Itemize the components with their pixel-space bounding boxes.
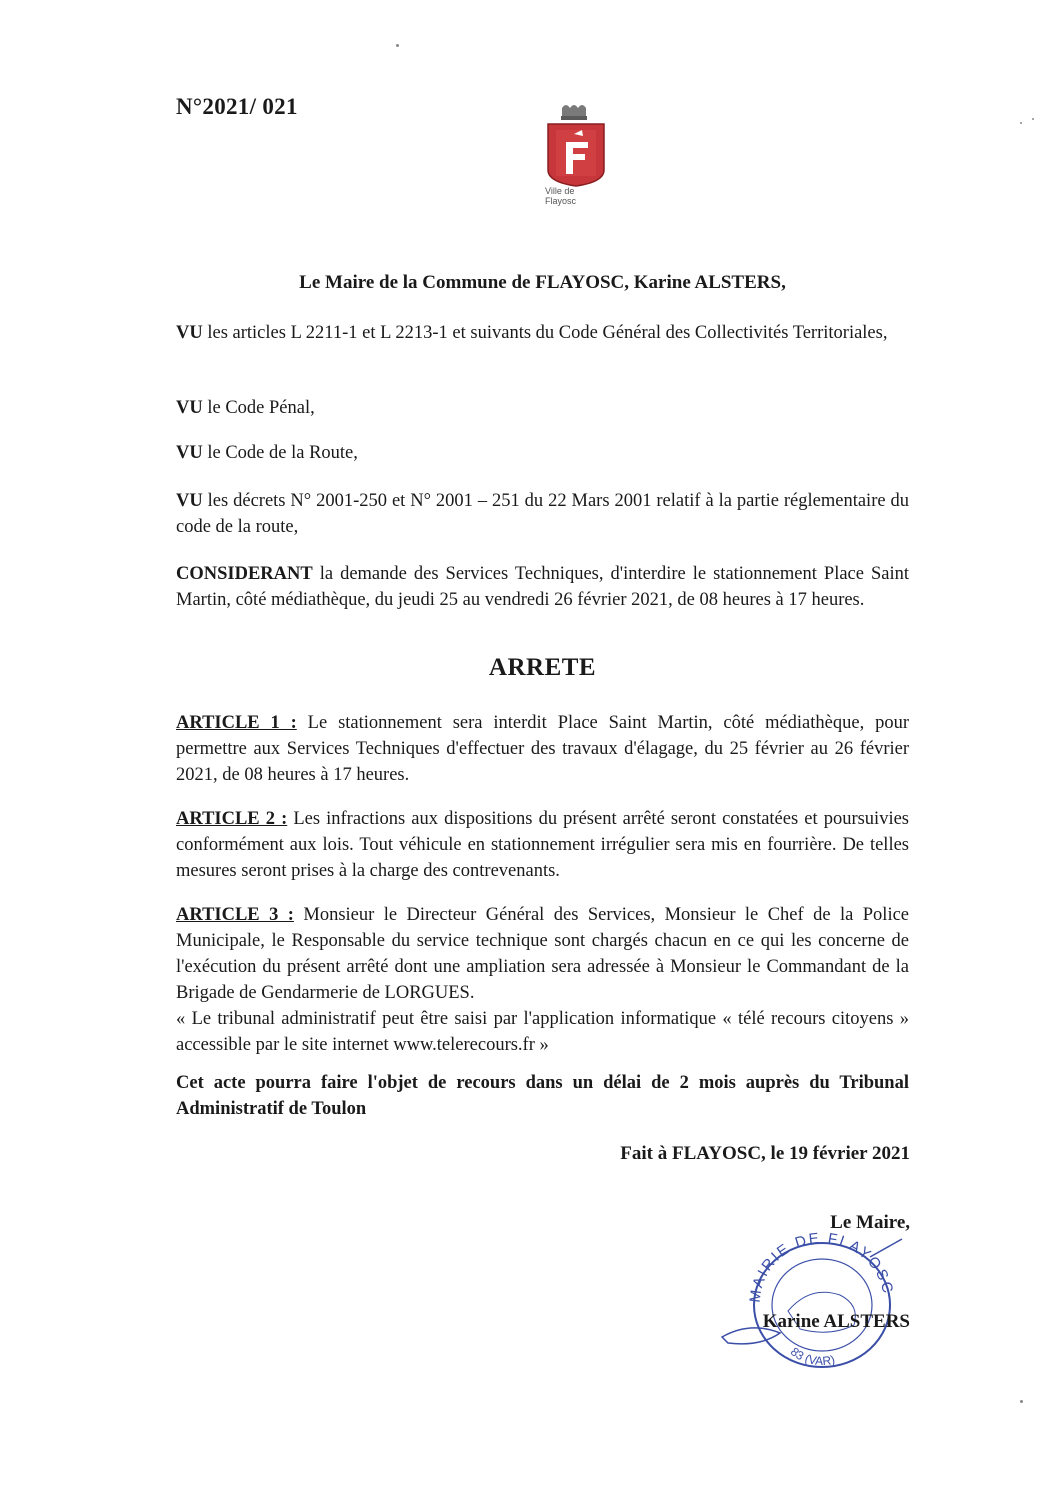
signatory-name: Karine ALSTERS	[762, 1311, 910, 1332]
signatory-role: Le Maire,	[830, 1212, 910, 1233]
article-3	[176, 902, 909, 1058]
logo-caption-line1: Ville de	[545, 186, 575, 196]
visa-text: les articles L 2211-1 et L 2213-1 et suivants du Code Général des Collectivités Territoriales,	[202, 323, 888, 343]
visa-3	[176, 440, 909, 466]
telerecours-notice: « Le tribunal administratif peut être saisi par l'application informatique « télé recours citoyens » accessible par le site internet www.telerecours.fr »	[176, 1009, 909, 1055]
arrete-number: N°2021/ 021	[176, 94, 298, 119]
article-text: Le stationnement sera interdit Place Saint Martin, côté médiathèque, pour permettre aux Services Techniques d'effectuer des travaux d'élagage, du 25 février au 26 février 2021, de 08 heures à 17 heures.	[176, 713, 909, 785]
article-text: Les infractions aux dispositions du présent arrêté seront constatées et poursuivies conformément aux lois. Tout véhicule en stationnement irrégulier sera mis en fourrière. De telles mesures seront prises à la charge des contrevenants.	[176, 809, 909, 881]
visa-lead: VU	[176, 443, 203, 463]
visa-text: le Code Pénal,	[202, 398, 315, 418]
visa-4	[176, 488, 909, 540]
visa-1	[176, 320, 909, 346]
considerant-lead: CONSIDERANT	[176, 564, 313, 584]
visa-lead: VU	[176, 398, 203, 418]
visa-lead: VU	[176, 323, 203, 343]
scan-speck	[396, 44, 399, 47]
article-label: ARTICLE 1 :	[176, 713, 297, 733]
article-label: ARTICLE 3 :	[176, 905, 294, 925]
stamp-dept	[788, 1345, 836, 1369]
visa-2	[176, 395, 909, 421]
logo-caption	[545, 186, 615, 206]
scan-speck	[1032, 118, 1034, 120]
official-stamp	[720, 1225, 920, 1375]
mayor-heading: Le Maire de la Commune de FLAYOSC, Karine ALSTERS,	[299, 272, 786, 293]
place-date: Fait à FLAYOSC, le 19 février 2021	[620, 1143, 910, 1164]
logo-caption-line2: Flayosc	[545, 196, 577, 206]
arrete-title: ARRETE	[488, 654, 597, 681]
recours-notice: Cet acte pourra faire l'objet de recours dans un délai de 2 mois auprès du Tribunal Administratif de Toulon	[176, 1073, 909, 1119]
considerant-text: la demande des Services Techniques, d'interdire le stationnement Place Saint Martin, côté médiathèque, du jeudi 25 au vendredi 26 février 2021, de 08 heures à 17 heures.	[176, 564, 909, 610]
article-text: Monsieur le Directeur Général des Services, Monsieur le Chef de la Police Municipale, le Responsable du service technique sont chargés chacun en ce qui les concerne de l'exécution du présent arrêté dont une ampliation sera adressée à Monsieur le Commandant de la Brigade de Gendarmerie de LORGUES.	[176, 905, 910, 1003]
stamp-dept-path: 83 (VAR)	[787, 1344, 837, 1369]
considerant-paragraph	[176, 561, 909, 613]
scan-speck	[1020, 1400, 1023, 1403]
scan-speck	[1020, 122, 1022, 124]
article-label: ARTICLE 2 :	[176, 809, 288, 829]
stamp-text-path: MAIRIE DE FLAYOSC	[746, 1229, 897, 1304]
article-2	[176, 806, 909, 884]
visa-text: le Code de la Route,	[202, 443, 358, 463]
visa-text: les décrets N° 2001-250 et N° 2001 – 251 du 22 Mars 2001 relatif à la partie réglementaire du code de la route,	[176, 491, 909, 537]
visa-lead: VU	[176, 491, 203, 511]
article-1	[176, 710, 909, 788]
